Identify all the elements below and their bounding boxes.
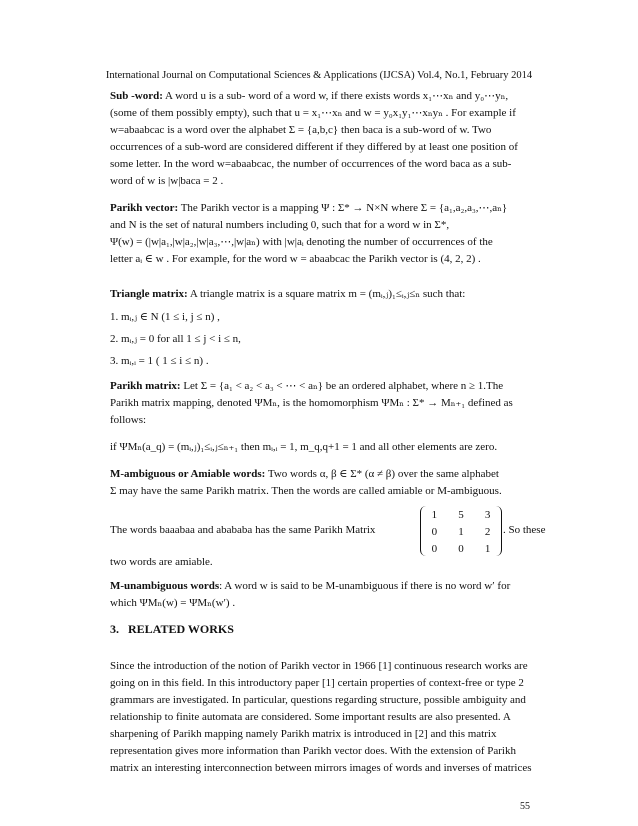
unambiguous-line1: : A word w is said to be M-unambiguous if there is no word w′ for [219, 580, 511, 592]
unambiguous-line2: which ΨMₙ(w) = ΨMₙ(w′) . [110, 597, 236, 609]
matrix-cell: 5 [458, 508, 464, 521]
matrix-cell: 1 [484, 542, 491, 555]
parikh-matrix-line3: follows: [110, 414, 147, 426]
triangle-line1: A triangle matrix is a square matrix m = (mᵢ,ⱼ)₁≤ᵢ,ⱼ≤ₙ such that: [189, 288, 466, 300]
subword-block [110, 88, 535, 190]
parikh-vector-line1: The Parikh vector is a mapping Ψ : Σ* → N×N where Σ = {a₁,a₂,a₃,⋯,aₙ} [180, 202, 508, 214]
parikh-matrix-line1: Let Σ = {a₁ < a₂ < a₃ < ⋯ < aₙ} be an ordered alphabet, where n ≥ 1.The [183, 380, 504, 392]
ambiguous-example: The words baaabaa and abababa has the same Parikh Matrix [110, 524, 376, 536]
parikh-vector-line4: letter aᵢ ∈ w . For example, for the word w = abaabcac the Parikh vector is (4, 2, 2) . [110, 253, 481, 265]
matrix-cell: 1 [431, 508, 438, 521]
parikh-matrix-line4: if ΨMₙ(a_q) = (mᵢ,ⱼ)₁≤ᵢ,ⱼ≤ₙ₊₁ then mᵢ,ᵢ = 1, m_q,q+1 = 1 and all other elements are zero. [110, 441, 498, 453]
related-line: sharpening of Parikh mapping namely Parikh matrix is introduced in [2] and this matrix [110, 728, 497, 740]
unambiguous-block [110, 578, 535, 612]
subword-line1: A word u is a sub- word of a word w, if there exists words x₁⋯xₙ and y₀⋯yₙ, [165, 90, 509, 102]
parikh-vector-line2: and N is the set of natural numbers including 0, such that for a word w in Σ*, [110, 219, 450, 231]
related-works-paragraph [110, 658, 535, 777]
triangle-item2: 2. mᵢ,ⱼ = 0 for all 1 ≤ j < i ≤ n, [110, 333, 241, 345]
parikh-matrix-line2: Parikh matrix mapping, denoted ΨMₙ, is the homomorphism ΨMₙ : Σ* → Mₙ₊₁ defined as [110, 397, 513, 409]
matrix-cell: 0 [431, 525, 438, 538]
parikh-vector-line3: Ψ(w) = (|w|a₁,|w|a₂,|w|a₃,⋯,|w|aₙ) with |w|aᵢ denoting the number of occurrences of the [110, 236, 493, 248]
parikh-matrix-term: Parikh matrix: [110, 380, 181, 392]
ambiguous-line3: two words are amiable. [110, 556, 213, 568]
matrix-cell: 2 [484, 525, 491, 538]
section-number: 3. [110, 622, 119, 636]
matrix-row [421, 523, 501, 540]
matrix-cell: 0 [458, 542, 464, 555]
section-title: RELATED WORKS [128, 622, 234, 636]
parikh-matrix-example [420, 506, 502, 556]
matrix-cell: 1 [458, 525, 464, 538]
related-line: Since the introduction of the notion of Parikh vector in 1966 [1] continuous research works are [110, 660, 528, 672]
triangle-term: Triangle matrix: [110, 288, 188, 300]
running-head: International Journal on Computational Sciences & Applications (IJCSA) Vol.4, No.1, February 2014 [105, 70, 533, 81]
triangle-item3: 3. mᵢ,ᵢ = 1 ( 1 ≤ i ≤ n) . [110, 355, 209, 367]
matrix-row [421, 506, 501, 523]
parikh-vector-term: Parikh vector: [110, 202, 179, 214]
subword-line4: occurrences of a sub-word are considered different if they differed by at least one position of [110, 141, 518, 153]
triangle-block [110, 286, 535, 370]
related-line: going on in this field. In this introductory paper [1] certain properties of context-free or type 2 [110, 677, 524, 689]
ambiguous-line2: Σ may have the same Parikh matrix. Then the words are called amiable or M-ambiguous. [110, 485, 502, 497]
parikh-vector-block [110, 200, 535, 268]
subword-line2: (some of them possibly empty), such that u = x₁⋯xₙ and w = y₀x₁y₁⋯xₙyₙ . For example if [110, 107, 516, 119]
ambiguous-term: M-ambiguous or Amiable words: [110, 468, 266, 480]
ambiguous-after-matrix: . So these [503, 524, 546, 536]
parikh-matrix-block [110, 378, 535, 456]
ambiguous-line1: Two words α, β ∈ Σ* (α ≠ β) over the same alphabet [267, 468, 499, 480]
subword-line6: word of w is |w|baca = 2 . [110, 175, 224, 187]
matrix-cell: 3 [484, 508, 491, 521]
subword-line5: some letter. In the word w=abaabcac, the number of occurrences of the word baca as a sub- [110, 158, 512, 170]
matrix-table [421, 506, 501, 557]
related-line: relationship to finite automata are considered. Some important results are also presented. A [110, 711, 511, 723]
related-line: grammars are investigated. In particular, questions regarding structure, possible ambiguity and [110, 694, 526, 706]
unambiguous-term: M-unambiguous words [110, 580, 220, 592]
ambiguous-block [110, 466, 535, 500]
triangle-item1: 1. mᵢ,ⱼ ∈ N (1 ≤ i, j ≤ n) , [110, 311, 220, 323]
subword-line3: w=abaabcac is a word over the alphabet Σ = {a,b,c} then baca is a sub-word of w. Two [110, 124, 492, 136]
section-heading [110, 622, 234, 637]
related-line: representation gives more information than Parikh vector does. With the extension of Parikh [110, 745, 516, 757]
matrix-cell: 0 [431, 542, 438, 555]
related-line: matrix an interesting interconnection between mirrors images of words and inverses of matrices [110, 762, 532, 774]
subword-term: Sub -word: [110, 90, 163, 102]
page-number: 55 [520, 801, 530, 812]
